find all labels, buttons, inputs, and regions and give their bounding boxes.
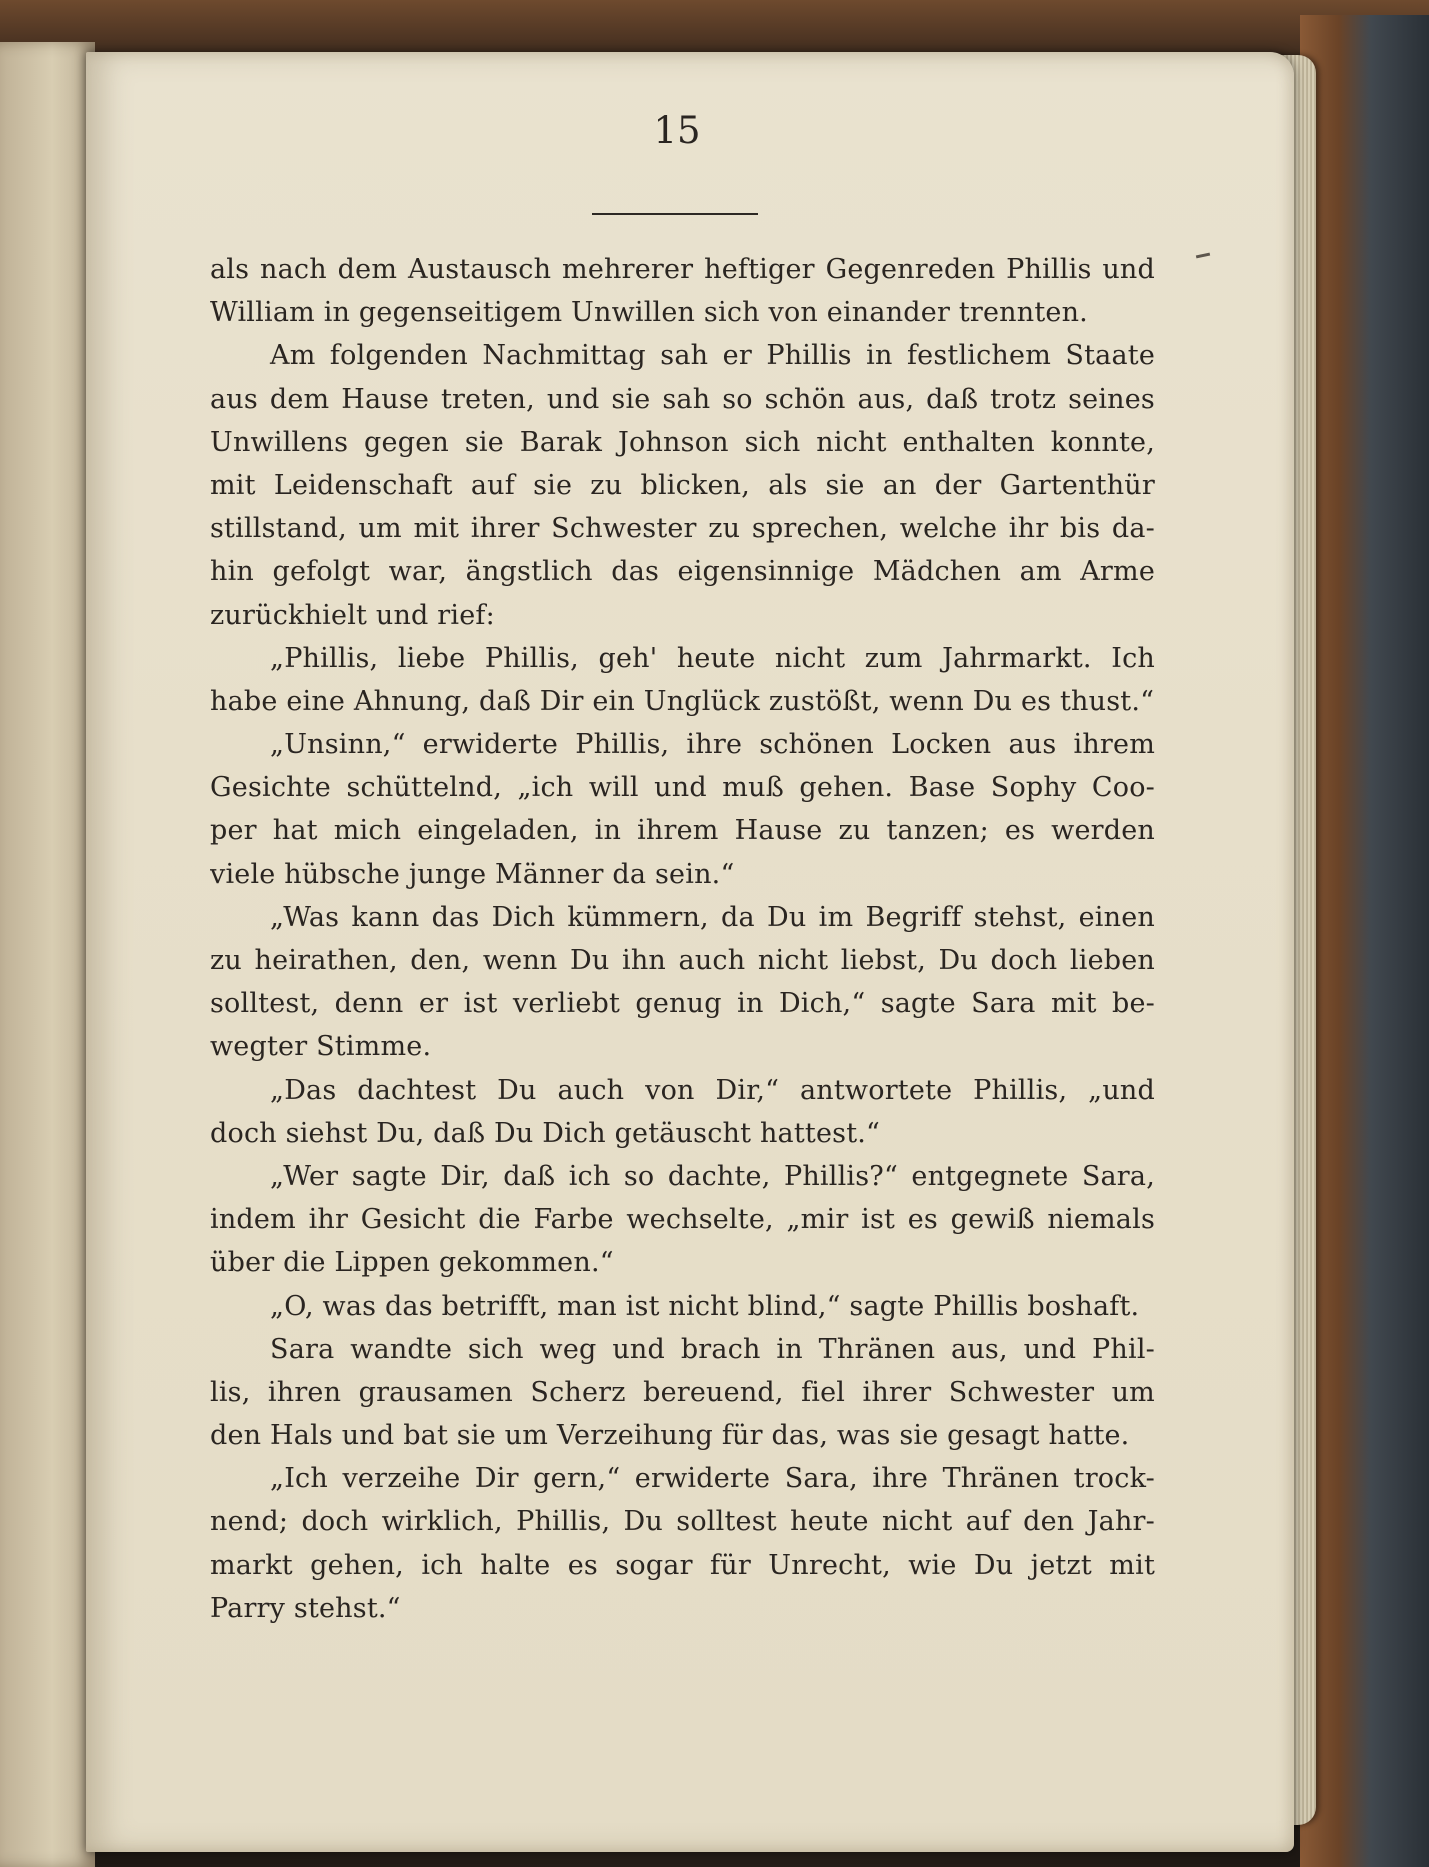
text-line: indem ihr Gesicht die Farbe wechselte, „mir ist es gewiß niemals <box>210 1204 1155 1236</box>
text-line: den Hals und bat sie um Verzeihung für das, was sie gesagt hatte. <box>210 1420 1130 1452</box>
text-line: per hat mich eingeladen, in ihrem Hause zu tanzen; es werden <box>210 815 1155 847</box>
page-number: 15 <box>653 109 701 152</box>
book-cover-right-edge <box>1300 15 1429 1867</box>
text-line: „Ich verzeihe Dir gern,“ erwiderte Sara, ihre Thränen trock- <box>270 1463 1155 1495</box>
text-line: als nach dem Austausch mehrerer heftiger Gegenreden Phillis und <box>210 254 1155 285</box>
text-line: zu heirathen, den, wenn Du ihn auch nicht liebst, Du doch lieben <box>210 945 1155 976</box>
text-line: „Das dachtest Du auch von Dir,“ antwortete Phillis, „und <box>270 1074 1155 1106</box>
text-line: über die Lippen gekommen.“ <box>210 1247 614 1279</box>
text-line: „O, was das betrifft, man ist nicht blind,“ sagte Phillis boshaft. <box>270 1290 1140 1322</box>
text-line: nend; doch wirklich, Phillis, Du solltest heute nicht auf den Jahr- <box>210 1506 1155 1538</box>
text-line: solltest, denn er ist verliebt genug in Dich,“ sagte Sara mit be- <box>210 988 1155 1020</box>
text-line: zurückhielt und rief: <box>210 599 495 631</box>
text-line: „Wer sagte Dir, daß ich so dachte, Phillis?“ entgegnete Sara, <box>270 1160 1155 1192</box>
text-line: Am folgenden Nachmittag sah er Phillis in festlichem Staate <box>270 340 1155 372</box>
body-text <box>210 248 1155 1630</box>
facing-page-edge <box>0 42 95 1867</box>
text-line: stillstand, um mit ihrer Schwester zu sprechen, welche ihr bis da- <box>210 513 1155 545</box>
text-line: Parry stehst.“ <box>210 1592 401 1624</box>
text-line: aus dem Hause treten, und sie sah so schön aus, daß trotz seines <box>210 383 1155 415</box>
text-line: „Was kann das Dich kümmern, da Du im Begriff stehst, einen <box>270 901 1155 933</box>
text-line: Sara wandte sich weg und brach in Thränen aus, und Phil- <box>270 1333 1155 1365</box>
text-line: habe eine Ahnung, daß Dir ein Unglück zustößt, wenn Du es thust.“ <box>210 685 1155 717</box>
text-line: lis, ihren grausamen Scherz bereuend, fiel ihrer Schwester um <box>210 1376 1155 1408</box>
text-line: William in gegenseitigem Unwillen sich von einander trennten. <box>210 297 1088 329</box>
text-line: wegter Stimme. <box>210 1031 432 1063</box>
text-line: mit Leidenschaft auf sie zu blicken, als sie an der Gartenthür <box>210 469 1155 501</box>
header-rule <box>592 213 758 215</box>
text-line: viele hübsche junge Männer da sein.“ <box>210 858 735 890</box>
text-line: doch siehst Du, daß Du Dich getäuscht hattest.“ <box>210 1117 881 1149</box>
text-line: hin gefolgt war, ängstlich das eigensinnige Mädchen am Arme <box>210 556 1155 588</box>
text-line: Unwillens gegen sie Barak Johnson sich nicht enthalten konnte, <box>210 426 1155 458</box>
text-line: Gesichte schüttelnd, „ich will und muß gehen. Base Sophy Coo- <box>210 772 1155 804</box>
text-line: „Unsinn,“ erwiderte Phillis, ihre schönen Locken aus ihrem <box>270 729 1155 761</box>
text-line: „Phillis, liebe Phillis, geh' heute nicht zum Jahrmarkt. Ich <box>270 642 1155 674</box>
text-line: markt gehen, ich halte es sogar für Unrecht, wie Du jetzt mit <box>210 1549 1155 1581</box>
